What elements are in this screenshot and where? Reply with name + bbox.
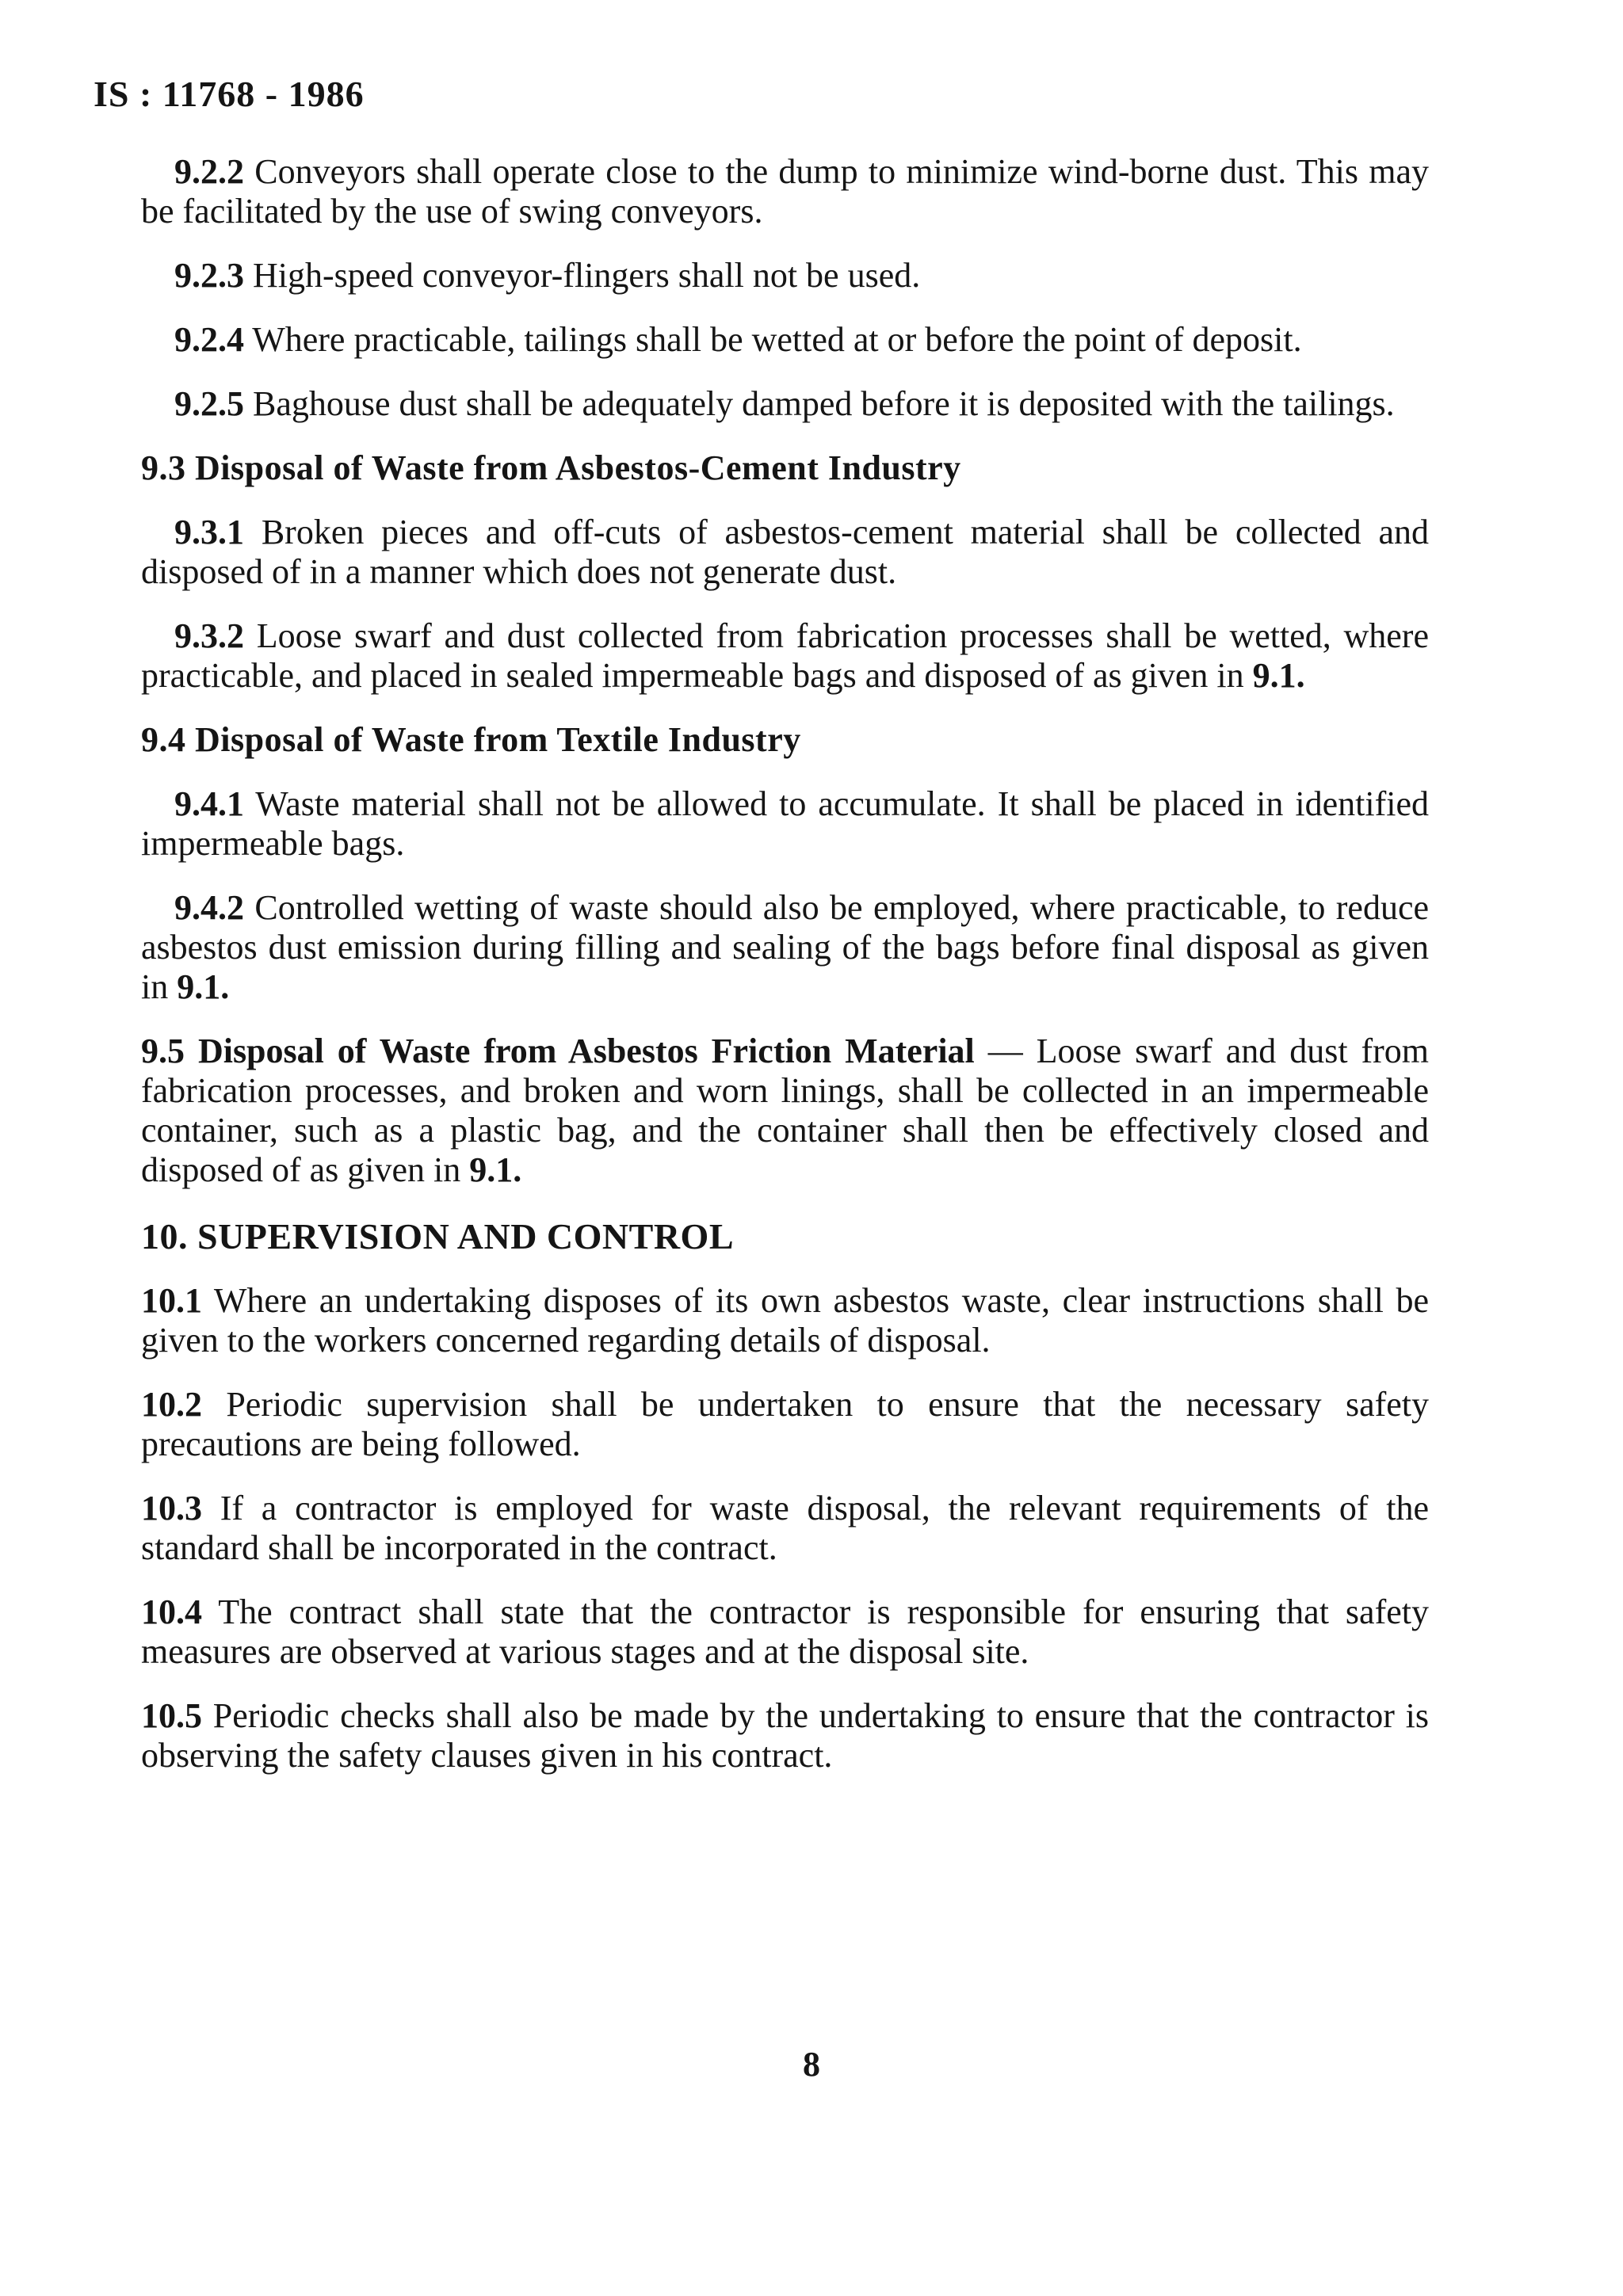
heading-text: Disposal of Waste from Asbestos-Cement Industry [195,448,961,487]
clause-text: Loose swarf and dust collected from fabrication processes shall be wetted, where practicable, and placed in sealed impermeable bags and disposed of as given in [141,616,1429,695]
clause-number: 10.1 [141,1281,202,1320]
clause-reference: 9.1. [177,967,230,1006]
page-number: 8 [803,2045,820,2084]
clause-number: 10.2 [141,1385,202,1424]
clause-text: Waste material shall not be allowed to accumulate. It shall be placed in identified impermeable bags. [141,784,1429,863]
clause-text: Periodic supervision shall be undertaken to ensure that the necessary safety precautions are being followed. [141,1385,1430,1463]
heading-number: 9.4 [141,720,186,759]
clause-number: 10.4 [141,1592,202,1631]
clause-number: 9.4.2 [174,888,244,927]
clause-number: 10.3 [141,1489,202,1527]
clause-text: — Loose swarf and dust from fabrication processes, and broken and worn linings, shall be collected in an impermeable container, such as a plastic bag, and the container shall then be effectively closed and disposed of as given in [141,1032,1430,1189]
clause-9-3-2 [141,616,1429,696]
clause-9-2-4 [141,320,1429,360]
clause-text: If a contractor is employed for waste disposal, the relevant requirements of the standard shall be incorporated in the contract. [141,1489,1430,1567]
clause-reference: 9.1. [1252,656,1305,695]
clause-text: Periodic checks shall also be made by the undertaking to ensure that the contractor is observing the safety clauses given in his contract. [141,1696,1429,1775]
standard-id-header: IS : 11768 - 1986 [94,74,365,114]
clause-text: Where an undertaking disposes of its own asbestos waste, clear instructions shall be given to the workers concerned regarding details of disposal. [141,1281,1429,1360]
clause-10-2 [141,1385,1429,1464]
clause-10-4 [141,1592,1429,1672]
clause-number: 9.3.2 [174,616,244,655]
clause-number: 9.2.4 [174,320,244,359]
clause-9-4-2 [141,888,1429,1007]
clause-reference: 9.1. [469,1150,522,1189]
clause-number: 9.3.1 [174,513,244,551]
clause-number: 9.4.1 [174,784,244,823]
heading-text: Disposal of Waste from Textile Industry [195,720,801,759]
clause-10-5 [141,1696,1429,1775]
clause-number: 9.2.5 [174,384,244,423]
clause-9-3-1 [141,513,1429,592]
section-number: 10. [141,1216,188,1257]
clause-text: The contract shall state that the contractor is responsible for ensuring that safety measures are observed at various stages and at the disposal site. [141,1592,1429,1671]
clause-text: Broken pieces and off-cuts of asbestos-cement material shall be collected and disposed of in a manner which does not generate dust. [141,513,1429,591]
clause-number: 10.5 [141,1696,202,1735]
clause-number: 9.2.2 [174,152,244,191]
clause-text: Baghouse dust shall be adequately damped before it is deposited with the tailings. [253,384,1395,423]
clause-number: 9.5 [141,1032,185,1070]
run-in-heading: Disposal of Waste from Asbestos Friction Material [197,1032,975,1070]
clause-text: Where practicable, tailings shall be wetted at or before the point of deposit. [252,320,1302,359]
section-title: SUPERVISION AND CONTROL [197,1216,734,1257]
clause-9-5 [141,1032,1429,1190]
heading-9-4 [141,720,1429,760]
clause-text: Conveyors shall operate close to the dump to minimize wind-borne dust. This may be facilitated by the use of swing conveyors. [141,152,1429,231]
clause-10-3 [141,1489,1429,1568]
heading-number: 9.3 [141,448,186,487]
clause-text: High-speed conveyor-flingers shall not be used. [253,256,921,295]
clause-text: Controlled wetting of waste should also be employed, where practicable, to reduce asbestos dust emission during filling and sealing of the bags before final disposal as given in [141,888,1430,1006]
document-body [141,152,1429,1800]
clause-9-4-1 [141,784,1429,864]
clause-9-2-5 [141,384,1429,424]
clause-9-2-2 [141,152,1429,231]
clause-10-1 [141,1281,1429,1360]
clause-number: 9.2.3 [174,256,244,295]
clause-9-2-3 [141,256,1429,296]
section-heading-10 [141,1217,1429,1257]
heading-9-3 [141,448,1429,488]
